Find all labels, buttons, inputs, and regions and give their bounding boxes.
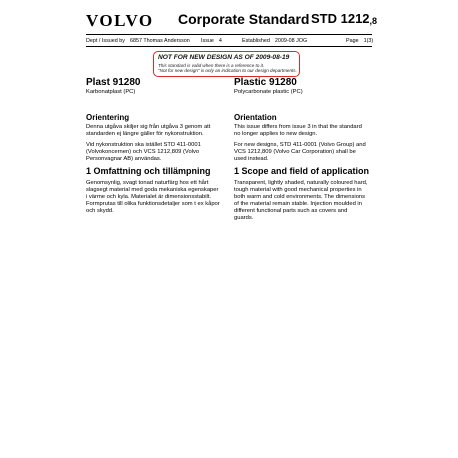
notice-title: NOT FOR NEW DESIGN AS OF 2009-08-19 — [158, 54, 290, 61]
right-orientation-paragraph-2: For new designs, STD 411-0001 (Volvo Group) and VCS 1212,809 (Volvo Car Corporation) shall be used instead. — [234, 142, 366, 163]
volvo-logo: VOLVO — [86, 11, 154, 30]
right-subtitle: Polycarbonate plastic (PC) — [234, 89, 303, 95]
left-orientation-paragraph-2: Vid nykonstruktion ska istället STD 411-0001 (Volvokoncernen) och VCS 1212,809 (Volvo Personvagnar AB) användas. — [86, 142, 201, 163]
standard-number-sub: ,8 — [369, 16, 378, 26]
right-orientation-heading: Orientation — [234, 113, 277, 122]
right-scope-heading: 1 Scope and field of application — [234, 166, 370, 176]
meta-page-label: Page — [346, 38, 359, 44]
meta-page-value: 1(3) — [363, 38, 374, 44]
document-type-title: Corporate Standard — [178, 11, 310, 27]
notice-line-1: This standard is valid when there is a reference to it. — [158, 63, 265, 68]
meta-established-label: Established — [242, 38, 270, 44]
right-scope-paragraph: Transparent, lightly shaded, naturally coloured hard, tough material with good mechanical properties in both warm and cold environments. The dimensions of the material remain stable. Injection moulded in different functional parts such as covers and guards. — [234, 180, 368, 222]
meta-dept-value: 6857 Thomas Andersson — [129, 38, 190, 44]
meta-dept — [86, 38, 190, 44]
not-for-new-design-notice — [153, 51, 300, 77]
right-orientation-paragraph-1: This issue differs from issue 3 in that the standard no longer applies to new design. — [234, 124, 362, 138]
left-subtitle: Karbonatplast (PC) — [86, 89, 136, 95]
left-scope-heading: 1 Omfattning och tillämpning — [86, 166, 211, 176]
meta-issue — [201, 38, 222, 44]
meta-established — [242, 38, 307, 44]
header-rule-top — [86, 34, 372, 35]
left-title: Plast 91280 — [86, 77, 141, 88]
meta-established-value: 2009-08 JOG — [274, 38, 308, 44]
standard-number — [311, 11, 377, 26]
right-title: Plastic 91280 — [234, 77, 297, 88]
meta-issue-value: 4 — [218, 38, 222, 44]
left-scope-paragraph: Genomsynlig, svagt tonad naturfärg hos ett hårt slagsegt material med goda mekaniska egenskaper i värme och kyla. Materialet är dimensionsstabilt. Formprutas till olika funktionsdetaljer som t ex kåpor och skydd. — [86, 180, 220, 215]
standard-number-main: STD 1212 — [311, 11, 370, 26]
left-orientation-paragraph-1: Denna utgåva skiljer sig från utgåva 3 genom att standarden ej längre gäller för nykonstruktion. — [86, 124, 211, 138]
meta-issue-label: Issue — [201, 38, 214, 44]
left-orientation-heading: Orientering — [86, 113, 130, 122]
meta-page — [346, 38, 373, 44]
meta-dept-label: Dept / Issued by — [86, 38, 125, 44]
notice-line-2: "Not for new design" is only an indication to our design departments. — [158, 68, 297, 73]
header-rule-bottom — [86, 46, 372, 47]
